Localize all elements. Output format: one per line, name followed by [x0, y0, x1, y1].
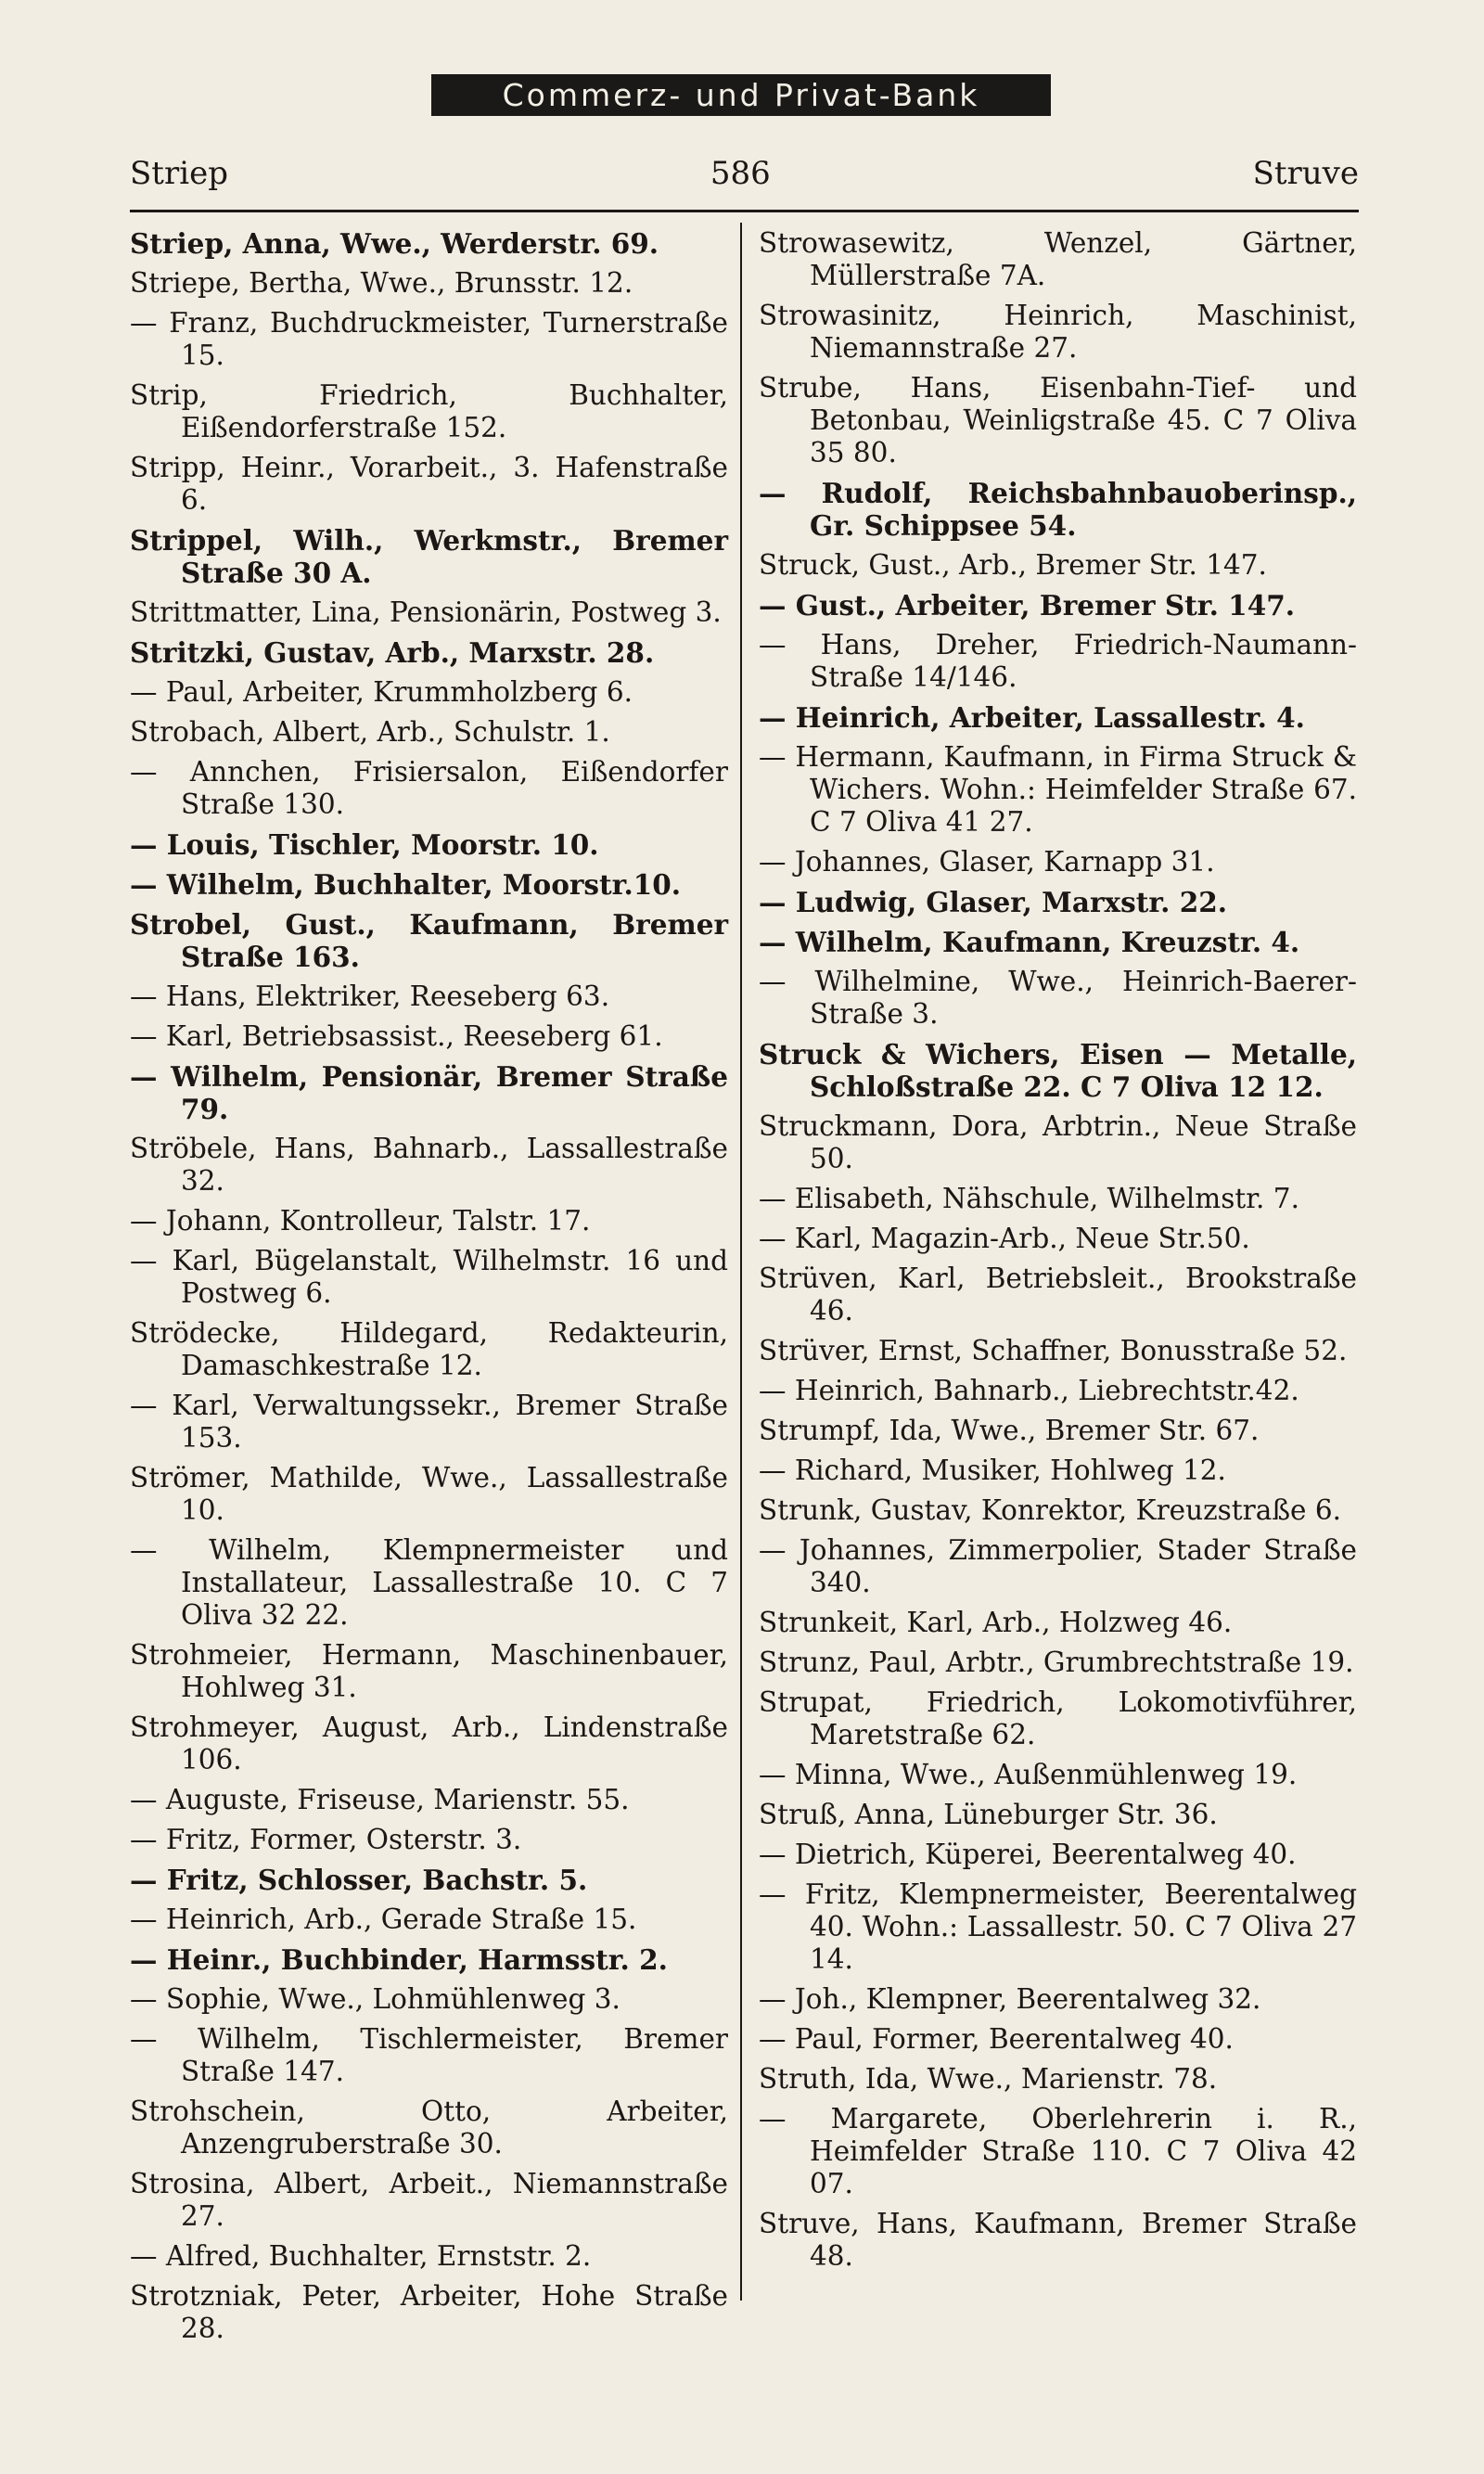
directory-entry: — Sophie, Wwe., Lohmühlenweg 3. [130, 1983, 620, 2015]
column-divider [740, 223, 742, 2301]
directory-entry: Striep, Anna, Wwe., Werderstr. 69. [130, 227, 659, 260]
bank-banner: Commerz- und Privat-Bank [431, 74, 1051, 116]
directory-entry: — Wilhelmine, Wwe., Heinrich-Baerer-Straße 3. [759, 966, 1357, 1030]
directory-entry: — Joh., Klempner, Beerentalweg 32. [759, 1983, 1261, 2015]
directory-entry: — Heinrich, Bahnarb., Liebrechtstr.42. [759, 1375, 1299, 1406]
directory-entry: — Rudolf, Reichsbahnbauoberinsp., Gr. Schippsee 54. [759, 477, 1357, 542]
directory-entry: — Louis, Tischler, Moorstr. 10. [130, 828, 599, 861]
directory-entry: Strohschein, Otto, Arbeiter, Anzengruberstraße 30. [130, 2096, 728, 2160]
directory-entry: Strittmatter, Lina, Pensionärin, Postweg 3. [130, 596, 722, 628]
directory-entry: Strunz, Paul, Arbtr., Grumbrechtstraße 19. [759, 1647, 1354, 1678]
page-number: 586 [710, 155, 771, 192]
directory-entry: — Johannes, Zimmerpolier, Stader Straße 340. [759, 1534, 1357, 1598]
directory-entry: Stripp, Heinr., Vorarbeit., 3. Hafenstraße 6. [130, 452, 728, 516]
directory-entry: — Auguste, Friseuse, Marienstr. 55. [130, 1784, 630, 1815]
directory-entry: Struve, Hans, Kaufmann, Bremer Straße 48. [759, 2208, 1357, 2272]
directory-entry: — Karl, Bügelanstalt, Wilhelmstr. 16 und Postweg 6. [130, 1245, 728, 1309]
directory-entry: Strumpf, Ida, Wwe., Bremer Str. 67. [759, 1415, 1260, 1446]
directory-entry: — Fritz, Former, Osterstr. 3. [130, 1824, 522, 1855]
directory-entry: Strippel, Wilh., Werkmstr., Bremer Straße 30 A. [130, 524, 728, 589]
directory-entry: Struck & Wichers, Eisen — Metalle, Schloßstraße 22. C 7 Oliva 12 12. [759, 1038, 1357, 1103]
directory-entry: Strohmeyer, August, Arb., Lindenstraße 106. [130, 1711, 728, 1775]
directory-entry: Struck, Gust., Arb., Bremer Str. 147. [759, 549, 1267, 581]
header-rule [130, 210, 1359, 212]
directory-entry: — Karl, Verwaltungssekr., Bremer Straße 153. [130, 1390, 728, 1454]
directory-entry: Strowasinitz, Heinrich, Maschinist, Niemannstraße 27. [759, 300, 1357, 364]
directory-entry: — Karl, Magazin-Arb., Neue Str.50. [759, 1223, 1250, 1254]
directory-entry: Strödecke, Hildegard, Redakteurin, Damaschkestraße 12. [130, 1317, 728, 1381]
directory-entry: — Wilhelm, Kaufmann, Kreuzstr. 4. [759, 926, 1300, 958]
directory-entry: Strobel, Gust., Kaufmann, Bremer Straße 163. [130, 908, 728, 973]
directory-entry: — Elisabeth, Nähschule, Wilhelmstr. 7. [759, 1183, 1299, 1214]
directory-entry: — Alfred, Buchhalter, Ernststr. 2. [130, 2240, 592, 2272]
directory-entry: — Paul, Former, Beerentalweg 40. [759, 2023, 1234, 2055]
directory-entry: — Dietrich, Küperei, Beerentalweg 40. [759, 1839, 1297, 1870]
directory-entry: — Minna, Wwe., Außenmühlenweg 19. [759, 1759, 1298, 1790]
directory-entry: Strohmeier, Hermann, Maschinenbauer, Hohlweg 31. [130, 1639, 728, 1703]
directory-entry: — Fritz, Klempnermeister, Beerentalweg 40. Wohn.: Lassallestr. 50. C 7 Oliva 27 14. [759, 1878, 1357, 1975]
directory-entry: — Margarete, Oberlehrerin i. R., Heimfelder Straße 110. C 7 Oliva 42 07. [759, 2103, 1357, 2199]
directory-entry: — Paul, Arbeiter, Krummholzberg 6. [130, 676, 633, 708]
directory-entry: Struth, Ida, Wwe., Marienstr. 78. [759, 2063, 1218, 2095]
directory-entry: — Karl, Betriebsassist., Reeseberg 61. [130, 1020, 663, 1052]
directory-entry: — Ludwig, Glaser, Marxstr. 22. [759, 886, 1228, 918]
directory-entry: Ströbele, Hans, Bahnarb., Lassallestraße 32. [130, 1133, 728, 1197]
directory-entry: — Heinrich, Arbeiter, Lassallestr. 4. [759, 701, 1305, 734]
directory-entry: Strowasewitz, Wenzel, Gärtner, Müllerstraße 7A. [759, 227, 1357, 291]
directory-entry: — Wilhelm, Klempnermeister und Installateur, Lassallestraße 10. C 7 Oliva 32 22. [130, 1534, 728, 1631]
directory-entry: — Annchen, Frisiersalon, Eißendorfer Straße 130. [130, 756, 728, 820]
directory-entry: Strömer, Mathilde, Wwe., Lassallestraße 10. [130, 1462, 728, 1526]
directory-entry: — Wilhelm, Tischlermeister, Bremer Straße 147. [130, 2023, 728, 2087]
directory-entry: Strotzniak, Peter, Arbeiter, Hohe Straße 28. [130, 2280, 728, 2344]
directory-entry: Strunk, Gustav, Konrektor, Kreuzstraße 6. [759, 1494, 1342, 1526]
directory-entry: Strosina, Albert, Arbeit., Niemannstraße 27. [130, 2168, 728, 2232]
directory-entry: Stritzki, Gustav, Arb., Marxstr. 28. [130, 636, 655, 669]
directory-entry: — Hermann, Kaufmann, in Firma Struck & Wichers. Wohn.: Heimfelder Straße 67. C 7 Oliva 41 27. [759, 741, 1357, 838]
directory-entry: Struckmann, Dora, Arbtrin., Neue Straße 50. [759, 1110, 1357, 1174]
directory-entry: — Johann, Kontrolleur, Talstr. 17. [130, 1205, 591, 1237]
directory-entry: Strube, Hans, Eisenbahn-Tief- und Betonbau, Weinligstraße 45. C 7 Oliva 35 80. [759, 372, 1357, 468]
directory-entry: Struß, Anna, Lüneburger Str. 36. [759, 1799, 1218, 1830]
right-column [759, 227, 1357, 2280]
directory-entry: Strüver, Ernst, Schaffner, Bonusstraße 52. [759, 1335, 1348, 1366]
directory-entry: — Wilhelm, Pensionär, Bremer Straße 79. [130, 1060, 728, 1125]
directory-entry: Strip, Friedrich, Buchhalter, Eißendorferstraße 152. [130, 379, 728, 443]
directory-entry: — Hans, Elektriker, Reeseberg 63. [130, 981, 610, 1012]
directory-entry: Strobach, Albert, Arb., Schulstr. 1. [130, 716, 610, 748]
directory-entry: — Heinr., Buchbinder, Harmsstr. 2. [130, 1943, 668, 1976]
directory-entry: — Wilhelm, Buchhalter, Moorstr.10. [130, 868, 682, 901]
directory-entry: — Johannes, Glaser, Karnapp 31. [759, 846, 1215, 878]
header-right-catchword: Struve [1252, 155, 1359, 192]
directory-entry: — Hans, Dreher, Friedrich-Naumann-Straße 14/146. [759, 629, 1357, 693]
directory-entry: — Richard, Musiker, Hohlweg 12. [759, 1455, 1226, 1486]
directory-entry: — Franz, Buchdruckmeister, Turnerstraße 15. [130, 307, 728, 371]
running-head [130, 151, 1359, 196]
directory-entry: Strüven, Karl, Betriebsleit., Brookstraße 46. [759, 1263, 1357, 1327]
directory-entry: Striepe, Bertha, Wwe., Brunsstr. 12. [130, 267, 633, 299]
directory-entry: — Heinrich, Arb., Gerade Straße 15. [130, 1904, 637, 1935]
directory-entry: Strunkeit, Karl, Arb., Holzweg 46. [759, 1607, 1233, 1638]
directory-entry: — Fritz, Schlosser, Bachstr. 5. [130, 1864, 588, 1896]
directory-entry: — Gust., Arbeiter, Bremer Str. 147. [759, 589, 1296, 622]
header-left-catchword: Striep [130, 155, 228, 192]
directory-entry: Strupat, Friedrich, Lokomotivführer, Maretstraße 62. [759, 1686, 1357, 1750]
left-column [130, 227, 728, 2352]
